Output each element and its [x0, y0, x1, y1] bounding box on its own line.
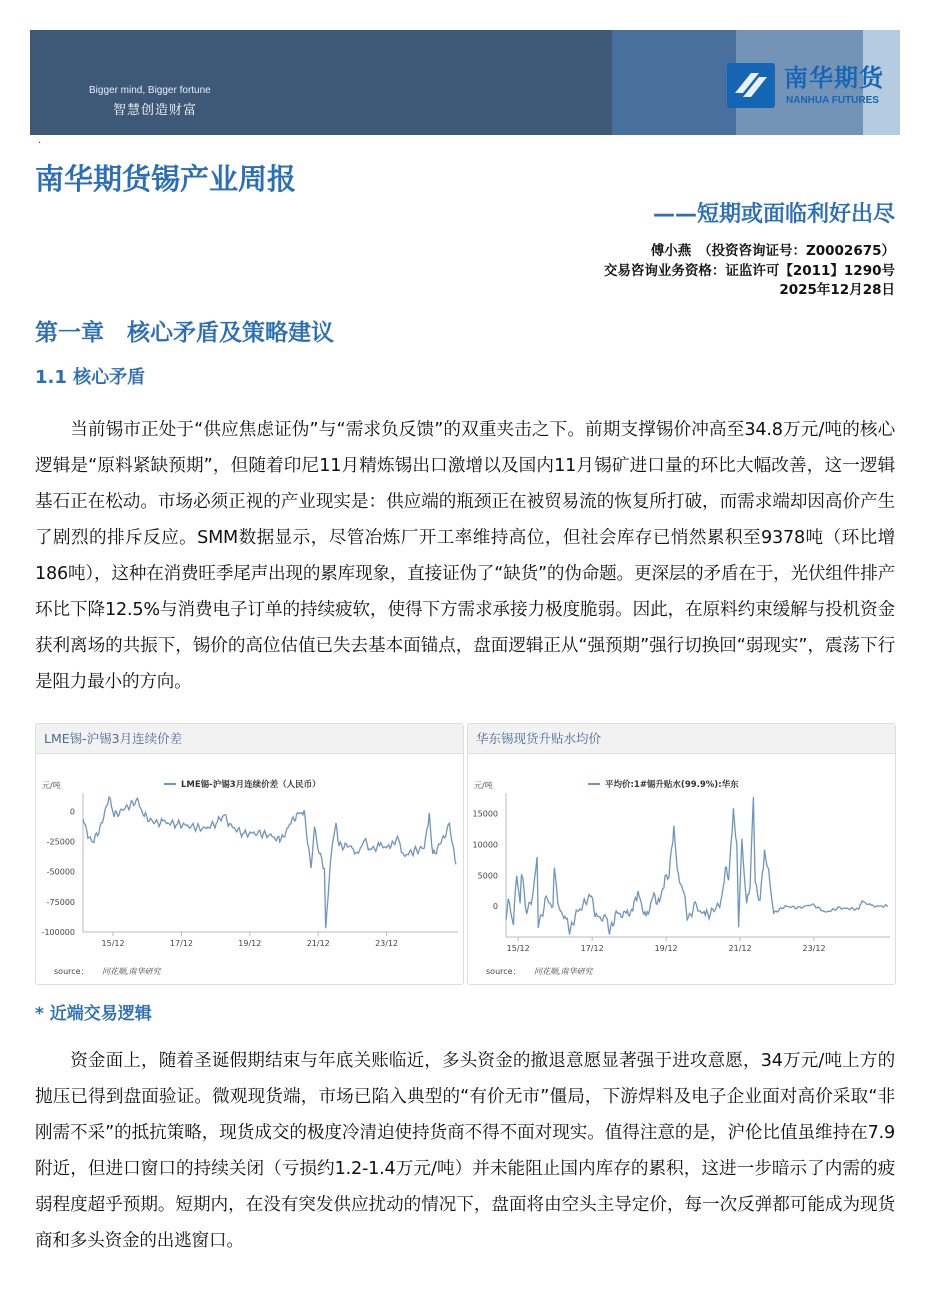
y-tick-label: -75000: [46, 897, 75, 907]
source-label: source：: [54, 967, 89, 976]
x-tick-label: 15/12: [101, 939, 125, 948]
page-dot: ·: [38, 138, 42, 149]
series-line: [83, 797, 456, 928]
x-tick-label: 23/12: [802, 944, 826, 953]
report-title: 南华期货锡产业周报: [35, 162, 297, 196]
chart-title: 华东锡现货升贴水均价: [468, 724, 895, 754]
y-axis-unit: 元/吨: [474, 781, 493, 790]
x-tick-label: 15/12: [506, 944, 530, 953]
y-tick-label: 0: [69, 807, 75, 817]
source-text: 同花顺,南华研究: [102, 967, 161, 976]
y-tick-label: 5000: [477, 871, 498, 881]
y-tick-label: 10000: [472, 840, 498, 850]
chart-plot: [36, 754, 463, 984]
chapter-heading: 第一章 核心矛盾及策略建议: [35, 320, 334, 346]
y-tick-label: 0: [492, 902, 498, 912]
chart-title: LME锡-沪锡3月连续价差: [36, 724, 463, 754]
nanhua-logo-icon: [727, 63, 775, 108]
x-tick-label: 17/12: [580, 944, 604, 953]
author: 傅小燕 （投资咨询证号：Z0002675）: [650, 243, 895, 259]
header-banner: [30, 30, 900, 135]
x-tick-label: 21/12: [306, 939, 330, 948]
chart-plot: [468, 754, 895, 984]
near-term-paragraph: 资金面上，随着圣诞假期结束与年底关账临近，多头资金的撤退意愿显著强于进攻意愿，34万元/吨上方的抛压已得到盘面验证。微观现货端，市场已陷入典型的“有价无市”僵局，下游焊料及电子企业面对高价采取“非刚需不采”的抵抗策略，现货成交的极度冷清迫使持货商不得不面对现实。值得注意的是，沪伦比值虽维持在7.9附近，但进口窗口的持续关闭（亏损约1.2-1.4万元/吨）并未能阻止国内库存的累积，这进一步暗示了内需的疲弱程度超乎预期。短期内，在没有突发供应扰动的情况下，盘面将由空头主导定价，每一次反弹都可能成为现货商和多头资金的出逃窗口。: [35, 1051, 895, 1251]
y-tick-label: 15000: [472, 809, 498, 819]
chart-card-east-china-premium: [467, 723, 896, 985]
section-heading: 1.1 核心矛盾: [35, 367, 146, 388]
report-subtitle: ——短期或面临利好出尽: [652, 202, 895, 227]
report-body: [35, 318, 896, 1259]
x-tick-label: 21/12: [728, 944, 752, 953]
source-text: 同花顺,南华研究: [534, 967, 593, 976]
license: 交易咨询业务资格：证监许可【2011】1290号: [603, 262, 895, 279]
x-tick-label: 19/12: [654, 944, 678, 953]
x-tick-label: 19/12: [238, 939, 262, 948]
report-date: 2025年12月28日: [779, 282, 895, 298]
y-axis-unit: 元/吨: [42, 781, 61, 790]
core-paragraph: 当前锡市正处于“供应焦虑证伪”与“需求负反馈”的双重夹击之下。前期支撑锡价冲高至34.8万元/吨的核心逻辑是“原料紧缺预期”，但随着印尼11月精炼锡出口激增以及国内11月锡矿进口量的环比大幅改善，这一逻辑基石正在松动。市场必须正视的产业现实是：供应端的瓶颈正在被贸易流的恢复所打破，而需求端却因高价产生了剧烈的排斥反应。SMM数据显示，尽管冶炼厂开工率维持高位，但社会库存已悄然累积至9378吨（环比增186吨），这种在消费旺季尾声出现的累库现象，直接证伪了“缺货”的伪命题。更深层的矛盾在于，光伏组件排产环比下降12.5%与消费电子订单的持续疲软，使得下方需求承接力极度脆弱。因此，在原料约束缓解与投机资金获利离场的共振下，锡价的高位估值已失去基本面锚点，盘面逻辑正从“强预期”强行切换回“弱现实”，震荡下行是阻力最小的方向。: [35, 420, 895, 692]
x-tick-label: 17/12: [169, 939, 193, 948]
y-tick-label: -25000: [46, 837, 75, 847]
series-line: [506, 797, 888, 935]
charts-row: [35, 723, 896, 985]
slogan-en: Bigger mind, Bigger fortune: [89, 85, 211, 96]
legend-label: 平均价:1#锡升贴水(99.9%):华东: [605, 780, 739, 790]
slogan-cn: 智慧创造财富: [113, 103, 198, 118]
source-label: source：: [486, 967, 521, 976]
legend-label: LME锡-沪锡3月连续价差（人民币）: [181, 780, 321, 790]
logo-text-en: NANHUA FUTURES: [786, 95, 879, 106]
x-tick-label: 23/12: [375, 939, 399, 948]
logo-text: 南华期货: [784, 64, 884, 92]
section-heading-near-term: * 近端交易逻辑: [35, 1004, 152, 1024]
chart-card-lme-spread: [35, 723, 464, 985]
y-tick-label: -50000: [46, 867, 75, 877]
y-tick-label: -100000: [41, 928, 75, 937]
report-meta: [604, 242, 895, 301]
